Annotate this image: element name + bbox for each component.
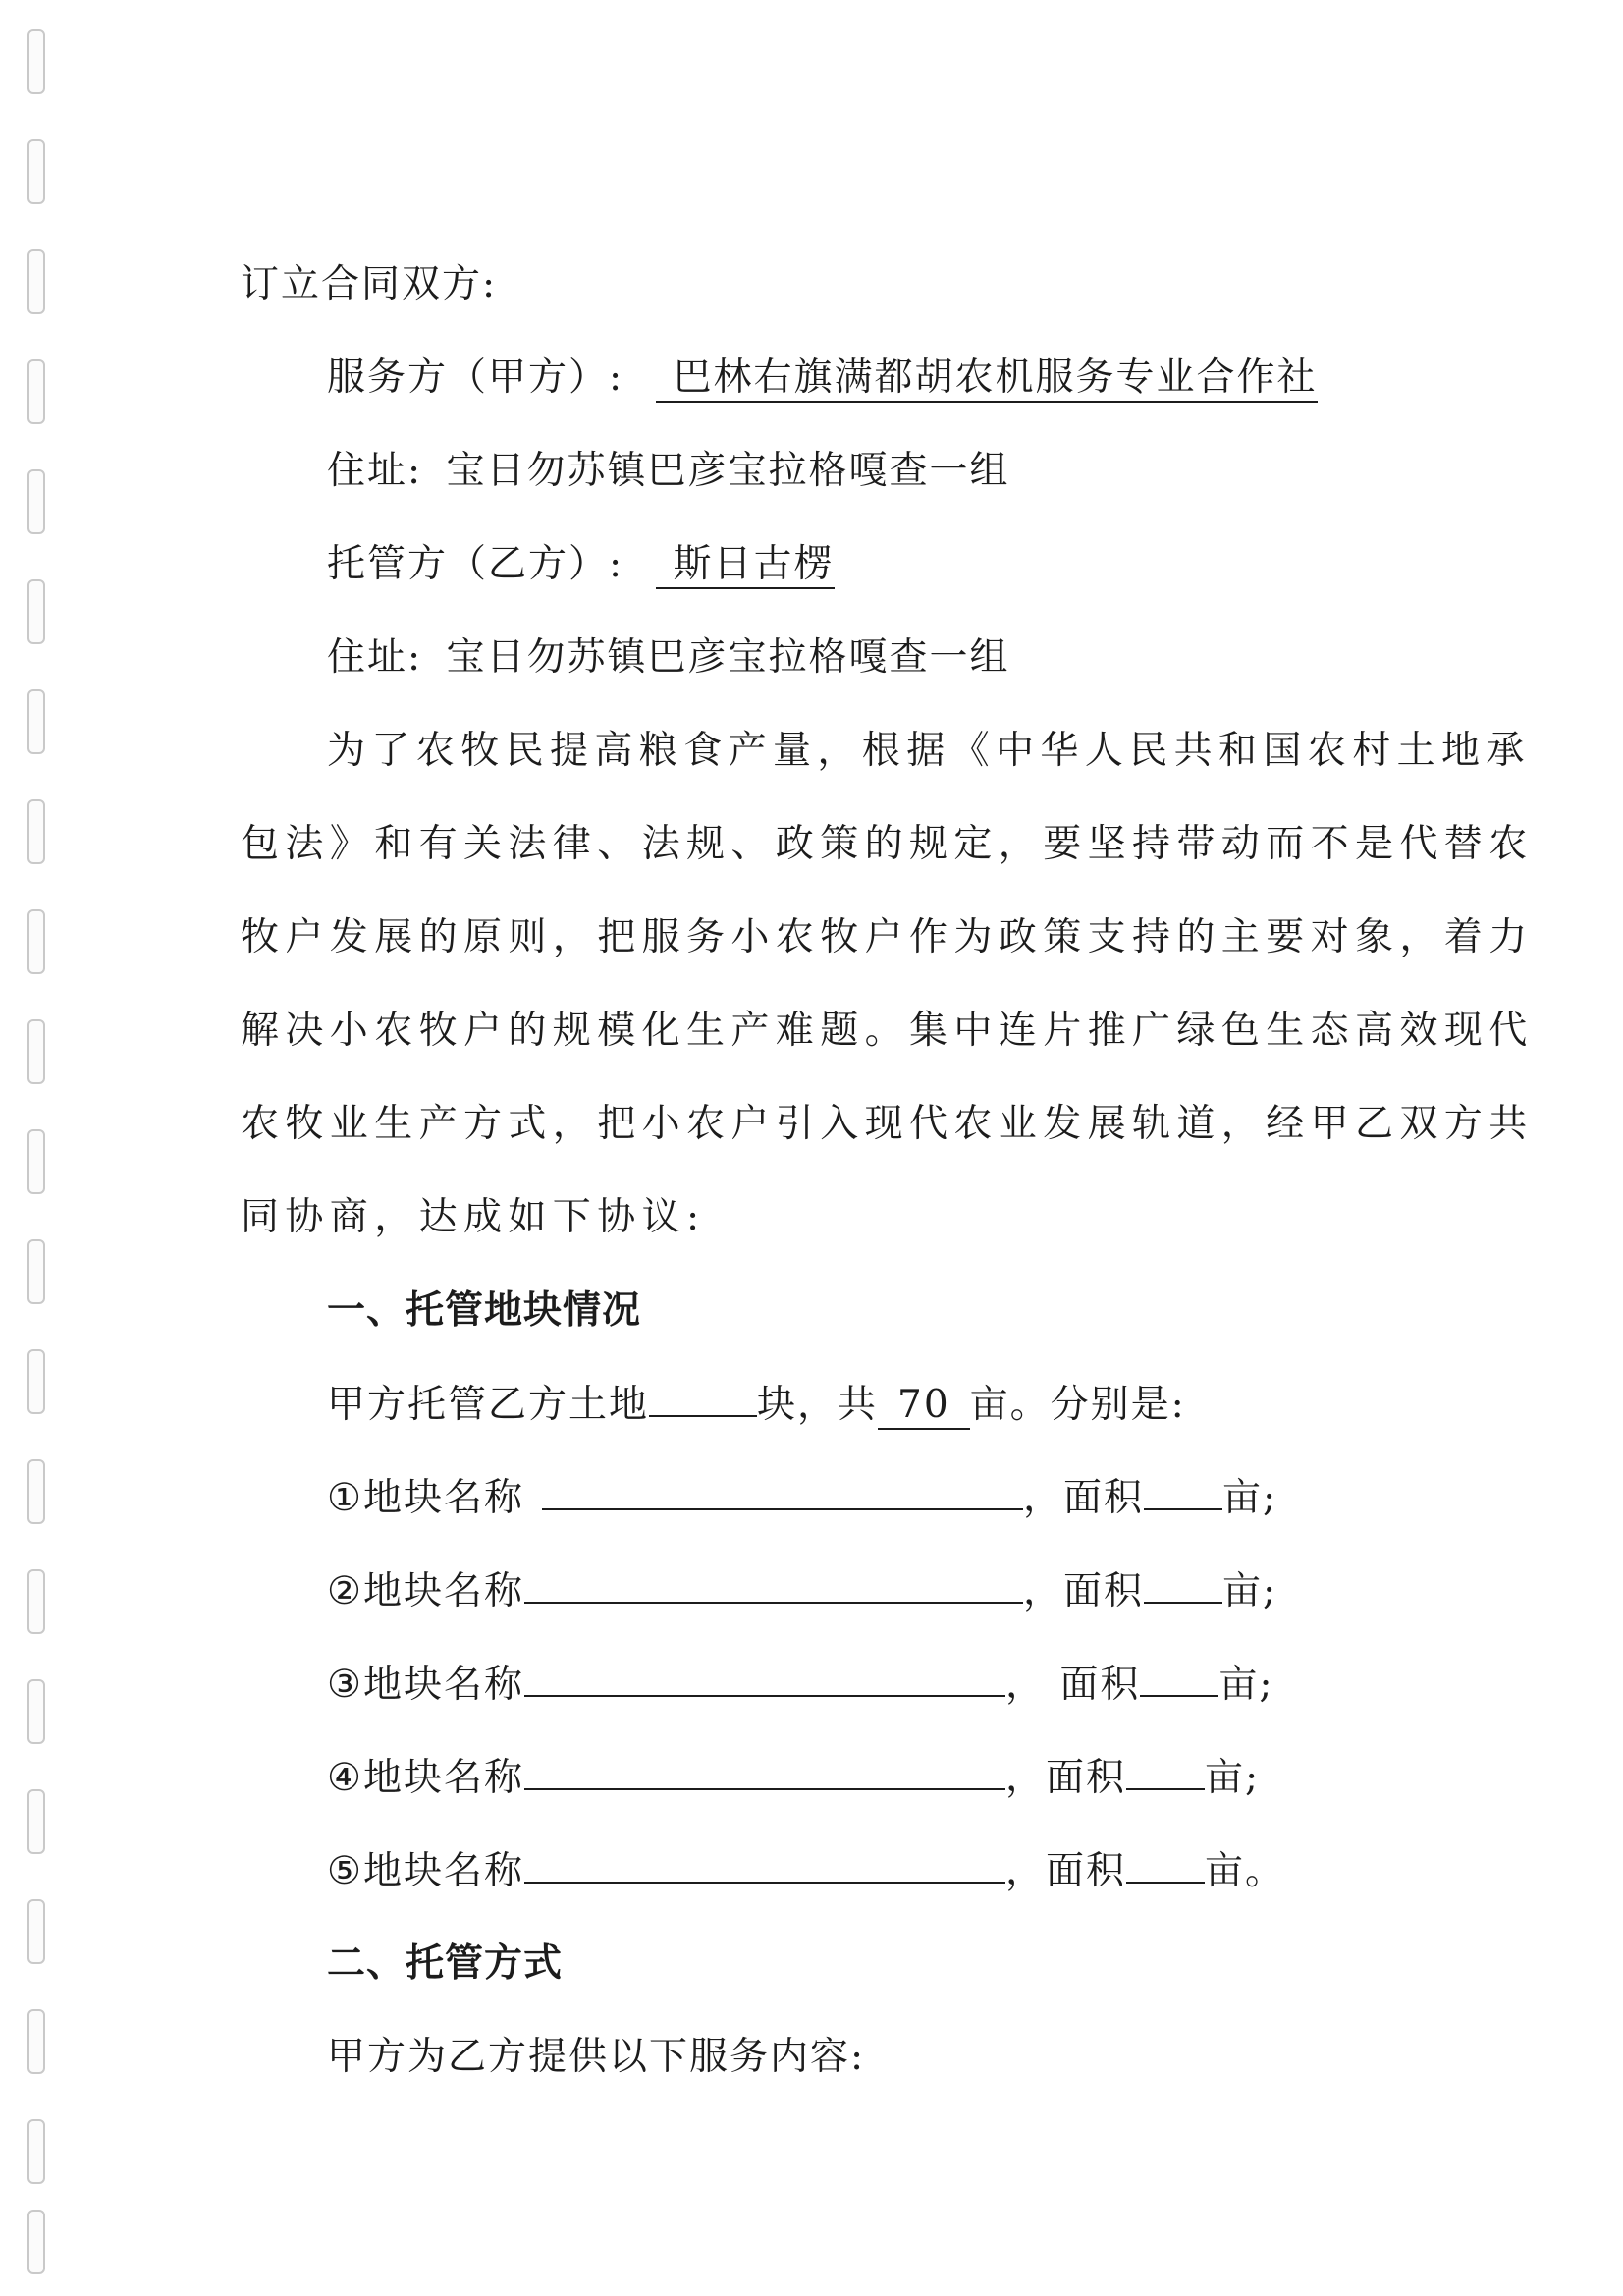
plot-area-label: ，面积 — [1004, 1756, 1126, 1800]
party-a-line — [0, 344, 1623, 412]
preamble-text: 牧户发展的原则，把服务小农牧户作为政策支持的主要对象，着力 — [241, 915, 1534, 959]
plot-area-blank — [1140, 1650, 1218, 1697]
plot-area-blank — [1144, 1463, 1222, 1510]
plot-row — [0, 1650, 1623, 1719]
party-a-address: 宝日勿苏镇巴彦宝拉格嘎查一组 — [446, 449, 1010, 493]
plot-row — [0, 1557, 1623, 1625]
plot-name-blank — [524, 1743, 1005, 1790]
plot-area-label: ，面积 — [1022, 1476, 1144, 1520]
plot-name-blank — [542, 1463, 1023, 1510]
binding-hole — [27, 2210, 45, 2274]
plot-row — [0, 1743, 1623, 1812]
party-a-name: 巴林右旗满都胡农机服务专业合作社 — [656, 355, 1318, 403]
party-b-address-label: 住址: — [327, 635, 423, 680]
plot-area-blank — [1126, 1743, 1205, 1790]
plot-row — [0, 1836, 1623, 1905]
plot-name-label: 地块名称 — [362, 1476, 524, 1520]
party-b-line — [0, 530, 1623, 599]
plot-area-blank — [1126, 1836, 1205, 1884]
binding-hole — [27, 139, 45, 204]
plot-area-unit: 亩; — [1218, 1663, 1274, 1707]
party-a-address-line — [0, 437, 1623, 506]
plot-name-blank — [524, 1836, 1005, 1884]
preamble-line — [0, 997, 1623, 1066]
section-2-text-line — [0, 2023, 1623, 2092]
binding-hole — [27, 29, 45, 94]
section-2-heading-text: 二、托管方式 — [327, 1941, 564, 1986]
plot-summary-mid: 块，共 — [757, 1383, 879, 1427]
plot-summary-prefix: 甲方托管乙方土地 — [327, 1383, 650, 1427]
plot-area-unit: 亩; — [1222, 1569, 1278, 1613]
party-a-address-label: 住址: — [327, 449, 423, 493]
plot-name-blank — [524, 1650, 1005, 1697]
plot-name-label: 地块名称 — [362, 1663, 524, 1707]
section-1-heading — [0, 1277, 1623, 1345]
section-1-heading-text: 一、托管地块情况 — [327, 1288, 642, 1333]
preamble-text: 同协商，达成如下协议: — [241, 1195, 706, 1239]
party-b-label: 托管方（乙方）: — [327, 542, 624, 586]
party-b-address-line — [0, 624, 1623, 692]
preamble-text: 包法》和有关法律、法规、政策的规定，要坚持带动而不是代替农 — [241, 822, 1534, 866]
intro-text: 订立合同双方: — [241, 262, 498, 306]
plot-row — [0, 1463, 1623, 1532]
preamble-line — [0, 1090, 1623, 1159]
plot-area-unit: 亩。 — [1205, 1849, 1286, 1893]
plot-name-label: 地块名称 — [362, 1756, 524, 1800]
total-area-value: 70 — [878, 1383, 970, 1430]
preamble-line — [0, 1183, 1623, 1252]
plot-area-label: ，面积 — [1004, 1849, 1126, 1893]
party-b-address: 宝日勿苏镇巴彦宝拉格嘎查一组 — [446, 635, 1010, 680]
plot-number: ⑤ — [327, 1849, 363, 1893]
section-2-heading — [0, 1930, 1623, 1998]
party-a-label: 服务方（甲方）: — [327, 355, 624, 400]
plot-number: ③ — [327, 1663, 363, 1707]
preamble-line — [0, 717, 1623, 786]
preamble-line — [0, 903, 1623, 972]
plot-count-blank — [649, 1370, 757, 1417]
plot-number: ② — [327, 1569, 363, 1613]
plot-number: ④ — [327, 1756, 363, 1800]
section-2-text: 甲方为乙方提供以下服务内容: — [327, 2035, 866, 2079]
preamble-text: 农牧业生产方式，把小农户引入现代农业发展轨道，经甲乙双方共 — [241, 1102, 1534, 1146]
binding-hole — [27, 2119, 45, 2184]
preamble-text: 为了农牧民提高粮食产量，根据《中华人民共和国农村土地承 — [327, 729, 1531, 773]
party-b-name: 斯日古楞 — [656, 542, 835, 589]
preamble-line — [0, 810, 1623, 879]
plot-name-label: 地块名称 — [362, 1569, 524, 1613]
plot-summary-suffix: 亩。分别是: — [969, 1383, 1186, 1427]
plot-area-label: ， 面积 — [1004, 1663, 1141, 1707]
plot-area-unit: 亩; — [1205, 1756, 1261, 1800]
plot-number: ① — [327, 1476, 363, 1520]
plot-area-blank — [1144, 1557, 1222, 1604]
plot-area-unit: 亩; — [1222, 1476, 1278, 1520]
plot-summary-line — [0, 1370, 1623, 1439]
plot-name-blank — [524, 1557, 1023, 1604]
intro-line — [0, 250, 1623, 319]
plot-area-label: ，面积 — [1022, 1569, 1144, 1613]
plot-name-label: 地块名称 — [362, 1849, 524, 1893]
preamble-text: 解决小农牧户的规模化生产难题。集中连片推广绿色生态高效现代 — [241, 1009, 1534, 1053]
